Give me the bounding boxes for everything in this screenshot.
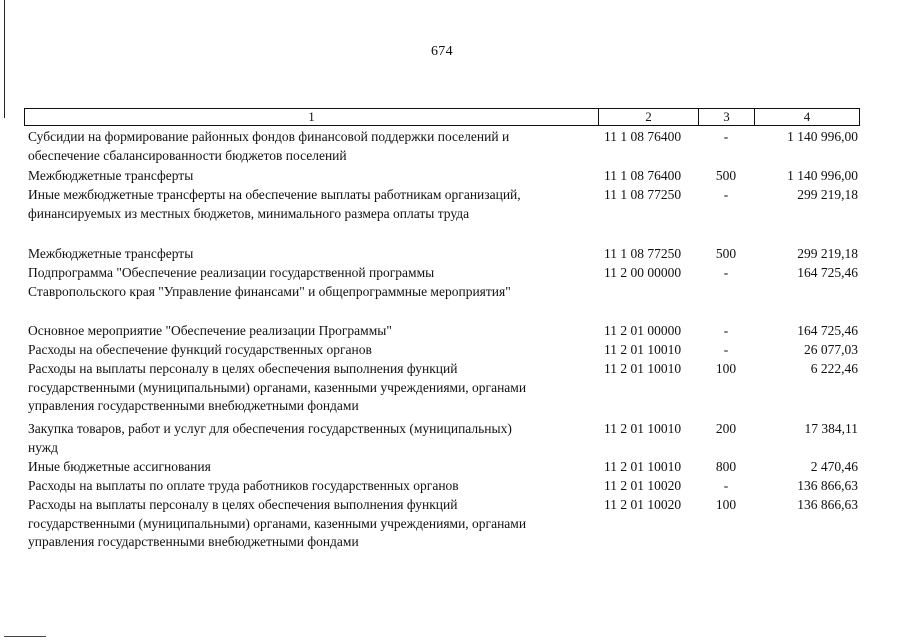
row-sum: 26 077,03 [804, 342, 858, 357]
row-code: 11 2 01 10010 [604, 421, 682, 436]
row-name: Расходы на выплаты персоналу в целях обеспечения выполнения функций государственными (муниципальными) органами, казенными учреждениями, органами управления государственными внебюджетными фондами [28, 361, 527, 413]
row-name: Расходы на обеспечение функций государственных органов [28, 342, 372, 357]
row-name: Основное мероприятие "Обеспечение реализации Программы" [28, 323, 392, 338]
row-sum: 136 866,63 [797, 478, 858, 493]
row-vr: - [723, 129, 729, 144]
row-vr: - [723, 478, 729, 493]
row-vr: 100 [715, 497, 737, 512]
row-code: 11 1 08 76400 [604, 168, 682, 183]
row-name: Межбюджетные трансферты [28, 168, 194, 183]
row-sum: 17 384,11 [804, 421, 858, 436]
row-code: 11 2 01 00000 [604, 323, 682, 338]
row-name: Расходы на выплаты по оплате труда работников государственных органов [28, 478, 459, 493]
row-vr: 200 [715, 421, 737, 436]
row-vr: 500 [715, 168, 737, 183]
header-col-3: 3 [699, 109, 755, 125]
row-sum: 1 140 996,00 [787, 129, 858, 144]
row-code: 11 2 01 10010 [604, 342, 682, 357]
page-number: 674 [431, 44, 453, 59]
row-vr: 800 [715, 459, 737, 474]
row-sum: 299 219,18 [797, 246, 858, 261]
row-code: 11 1 08 77250 [604, 187, 682, 202]
row-code: 11 1 08 76400 [604, 129, 682, 144]
row-vr: 100 [715, 361, 737, 376]
row-vr: 500 [715, 246, 737, 261]
row-vr: - [723, 323, 729, 338]
row-code: 11 1 08 77250 [604, 246, 682, 261]
row-name: Закупка товаров, работ и услуг для обеспечения государственных (муниципальных) нужд [28, 421, 512, 455]
page-corner-mark [4, 636, 46, 637]
header-col-1: 1 [25, 109, 599, 125]
row-name: Подпрограмма "Обеспечение реализации государственной программы Ставропольского края "Управление финансами" и общепрограммные мероприятия" [28, 265, 511, 299]
row-code: 11 2 01 10020 [604, 478, 682, 493]
table-header [24, 108, 860, 126]
row-name: Иные бюджетные ассигнования [28, 459, 211, 474]
row-sum: 136 866,63 [797, 497, 858, 512]
row-sum: 6 222,46 [810, 361, 858, 376]
row-sum: 2 470,46 [810, 459, 858, 474]
row-name: Субсидии на формирование районных фондов финансовой поддержки поселений и обеспечение сбалансированности бюджетов поселений [28, 129, 510, 163]
row-vr: - [723, 187, 729, 202]
row-sum: 299 219,18 [797, 187, 858, 202]
row-name: Межбюджетные трансферты [28, 246, 194, 261]
row-vr: - [723, 265, 729, 280]
header-col-4: 4 [803, 109, 811, 124]
row-vr: - [723, 342, 729, 357]
row-code: 11 2 01 10010 [604, 459, 682, 474]
row-name: Расходы на выплаты персоналу в целях обеспечения выполнения функций государственными (муниципальными) органами, казенными учреждениями, органами управления государственными внебюджетными фондами [28, 497, 527, 549]
row-sum: 164 725,46 [797, 265, 858, 280]
row-sum: 1 140 996,00 [787, 168, 858, 183]
header-col-2: 2 [599, 109, 699, 125]
row-code: 11 2 00 00000 [604, 265, 682, 280]
row-sum: 164 725,46 [797, 323, 858, 338]
page-edge-line [4, 0, 5, 118]
row-code: 11 2 01 10020 [604, 497, 682, 512]
row-code: 11 2 01 10010 [604, 361, 682, 376]
row-name: Иные межбюджетные трансферты на обеспечение выплаты работникам организаций, финансируемых из местных бюджетов, минимального размера оплаты труда [28, 187, 521, 221]
